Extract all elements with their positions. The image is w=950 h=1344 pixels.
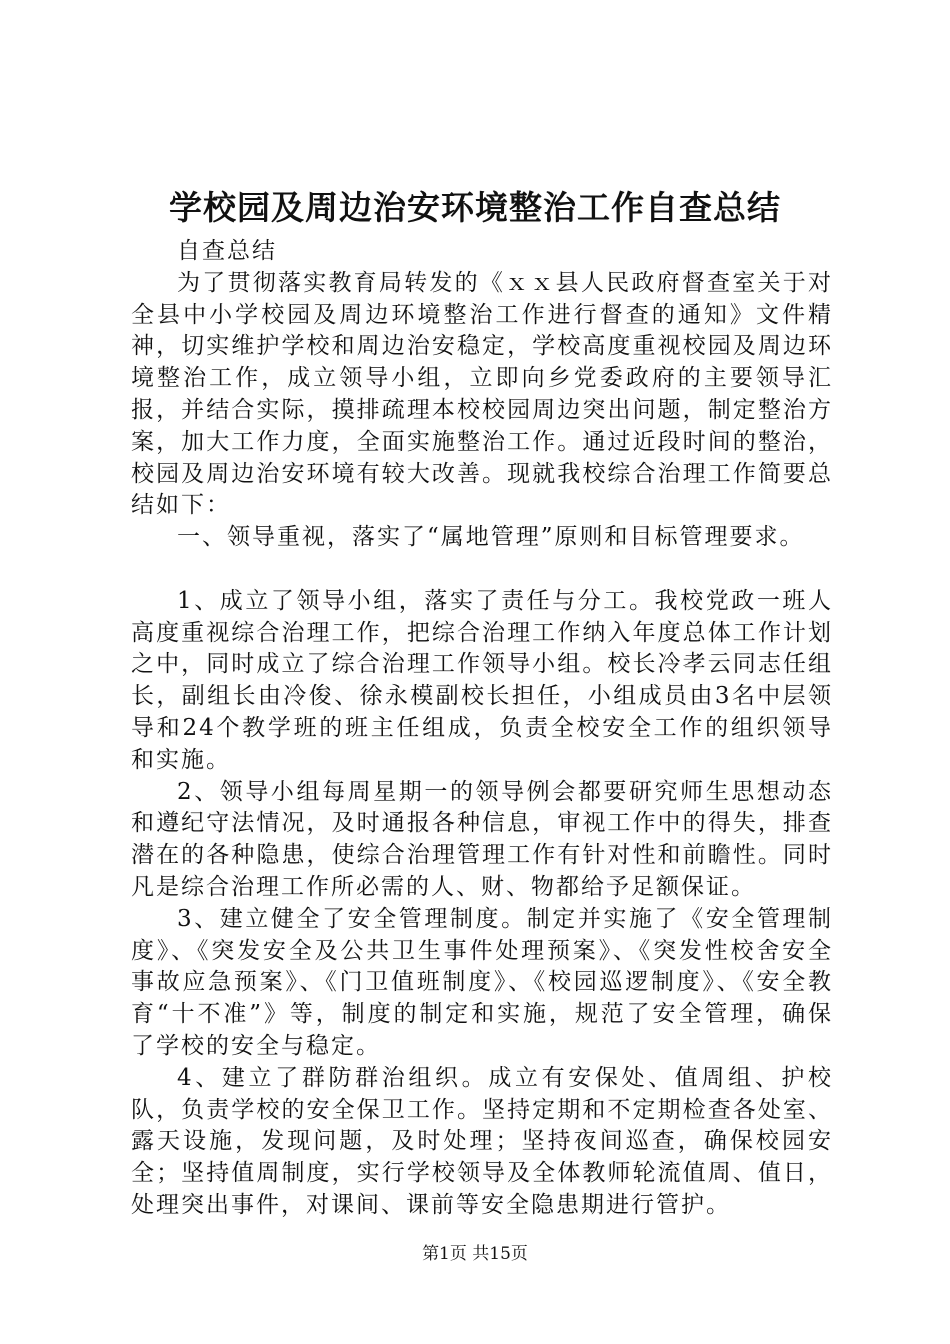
intro-paragraph: 为了贯彻落实教育局转发的《ｘｘ县人民政府督查室关于对全县中小学校园及周边环境整治工作进行督查的通知》文件精神，切实维护学校和周边治安稳定，学校高度重视校园及周边环境整治工作，成立领导小组，立即向乡党委政府的主要领导汇报，并结合实际，摸排疏理本校校园周边突出问题，制定整治方案，加大工作力度，全面实施整治工作。通过近段时间的整治，校园及周边治安环境有较大改善。现就我校综合治理工作简要总结如下： — [131, 269, 833, 519]
section-heading-1: 一、领导重视，落实了“属地管理”原则和目标管理要求。 — [177, 524, 805, 551]
document-title: 学校园及周边治安环境整治工作自查总结 — [169, 188, 781, 227]
item-paragraph-1: 1、成立了领导小组，落实了责任与分工。我校党政一班人高度重视综合治理工作，把综合治理工作纳入年度总体工作计划之中，同时成立了综合治理工作领导小组。校长冷孝云同志任组长，副组长由冷俊、徐永模副校长担任，小组成员由3名中层领导和24个教学班的班主任组成，负责全校安全工作的组织领导和实施。 — [131, 587, 833, 773]
item-paragraph-3: 3、建立健全了安全管理制度。制定并实施了《安全管理制度》、《突发安全及公共卫生事件处理预案》、《突发性校舍安全事故应急预案》、《门卫值班制度》、《校园巡逻制度》、《安全教育“十不准”》等，制度的制定和实施，规范了安全管理，确保了学校的安全与稳定。 — [131, 905, 833, 1059]
item-paragraph-2: 2、领导小组每周星期一的领导例会都要研究师生思想动态和遵纪守法情况，及时通报各种信息，审视工作中的得失，排查潜在的各种隐患，使综合治理管理工作有针对性和前瞻性。同时凡是综合治理工作所必需的人、财、物都给予足额保证。 — [131, 778, 833, 900]
page-footer: 第1页 共15页 — [422, 1244, 528, 1264]
subtitle-paragraph: 自查总结 — [177, 238, 277, 264]
item-paragraph-4: 4、建立了群防群治组织。成立有安保处、值周组、护校队，负责学校的安全保卫工作。坚持定期和不定期检查各处室、露天设施，发现问题，及时处理；坚持夜间巡查，确保校园安全；坚持值周制度，实行学校领导及全体教师轮流值周、值日，处理突出事件，对课间、课前等安全隐患期进行管护。 — [131, 1064, 833, 1218]
document-body — [131, 236, 833, 1222]
